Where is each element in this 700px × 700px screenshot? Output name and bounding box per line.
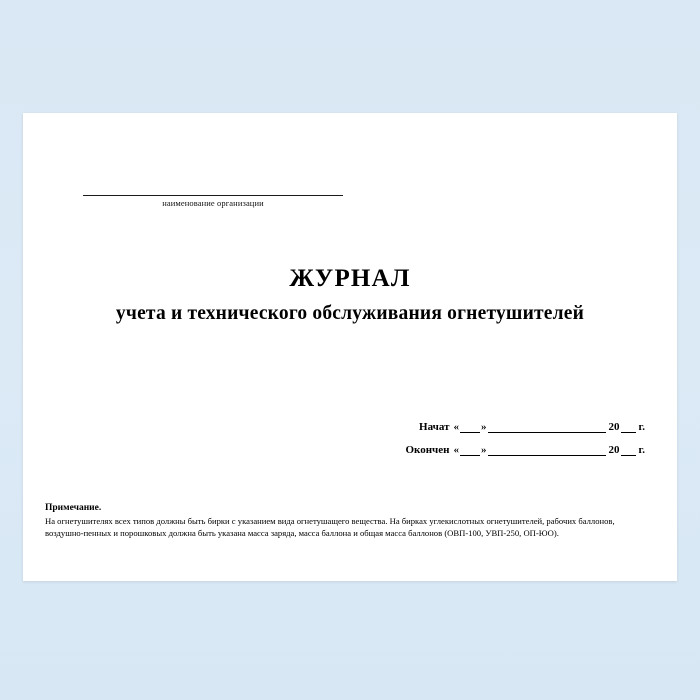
started-year-suffix: г. bbox=[638, 421, 645, 433]
finished-day-blank[interactable] bbox=[460, 445, 480, 456]
document-sheet bbox=[23, 113, 677, 581]
finished-year-suffix: г. bbox=[638, 444, 645, 456]
started-date-row bbox=[315, 421, 645, 433]
note-line-1: На огнетушителях всех типов должны быть бирки с указанием вида огнетушащего вещества. На бирках углекислотных огнетушителей, рабочих баллонов, bbox=[45, 516, 615, 526]
note-block bbox=[45, 503, 657, 539]
finished-quote-close: » bbox=[480, 444, 487, 456]
finished-quote-open: « bbox=[453, 444, 459, 456]
started-day-blank[interactable] bbox=[460, 422, 480, 433]
organization-name-block bbox=[83, 181, 343, 208]
started-label: Начат bbox=[419, 421, 450, 433]
started-year-blank[interactable] bbox=[621, 422, 636, 433]
started-quote-open: « bbox=[453, 421, 459, 433]
started-year-prefix: 20 bbox=[608, 421, 620, 433]
organization-name-blank-line[interactable] bbox=[83, 181, 343, 196]
finished-month-blank[interactable] bbox=[488, 445, 606, 456]
title-block bbox=[23, 265, 677, 325]
dates-block bbox=[315, 421, 645, 467]
finished-label: Окончен bbox=[405, 444, 450, 456]
finished-year-prefix: 20 bbox=[608, 444, 620, 456]
finished-year-blank[interactable] bbox=[621, 445, 636, 456]
finished-date-row bbox=[315, 444, 645, 456]
page-title: ЖУРНАЛ bbox=[289, 265, 411, 292]
note-line-2: воздушно-пенных и порошковых должна быть указана масса заряда, масса баллона и общая масса баллонов (ОВП-100, УВП-250, ОП-ЮО). bbox=[45, 528, 559, 539]
note-title: Примечание. bbox=[45, 503, 102, 513]
organization-name-caption: наименование организации bbox=[162, 198, 264, 208]
page-subtitle: учета и технического обслуживания огнетушителей bbox=[115, 303, 585, 324]
started-quote-close: » bbox=[480, 421, 487, 433]
started-month-blank[interactable] bbox=[488, 422, 606, 433]
